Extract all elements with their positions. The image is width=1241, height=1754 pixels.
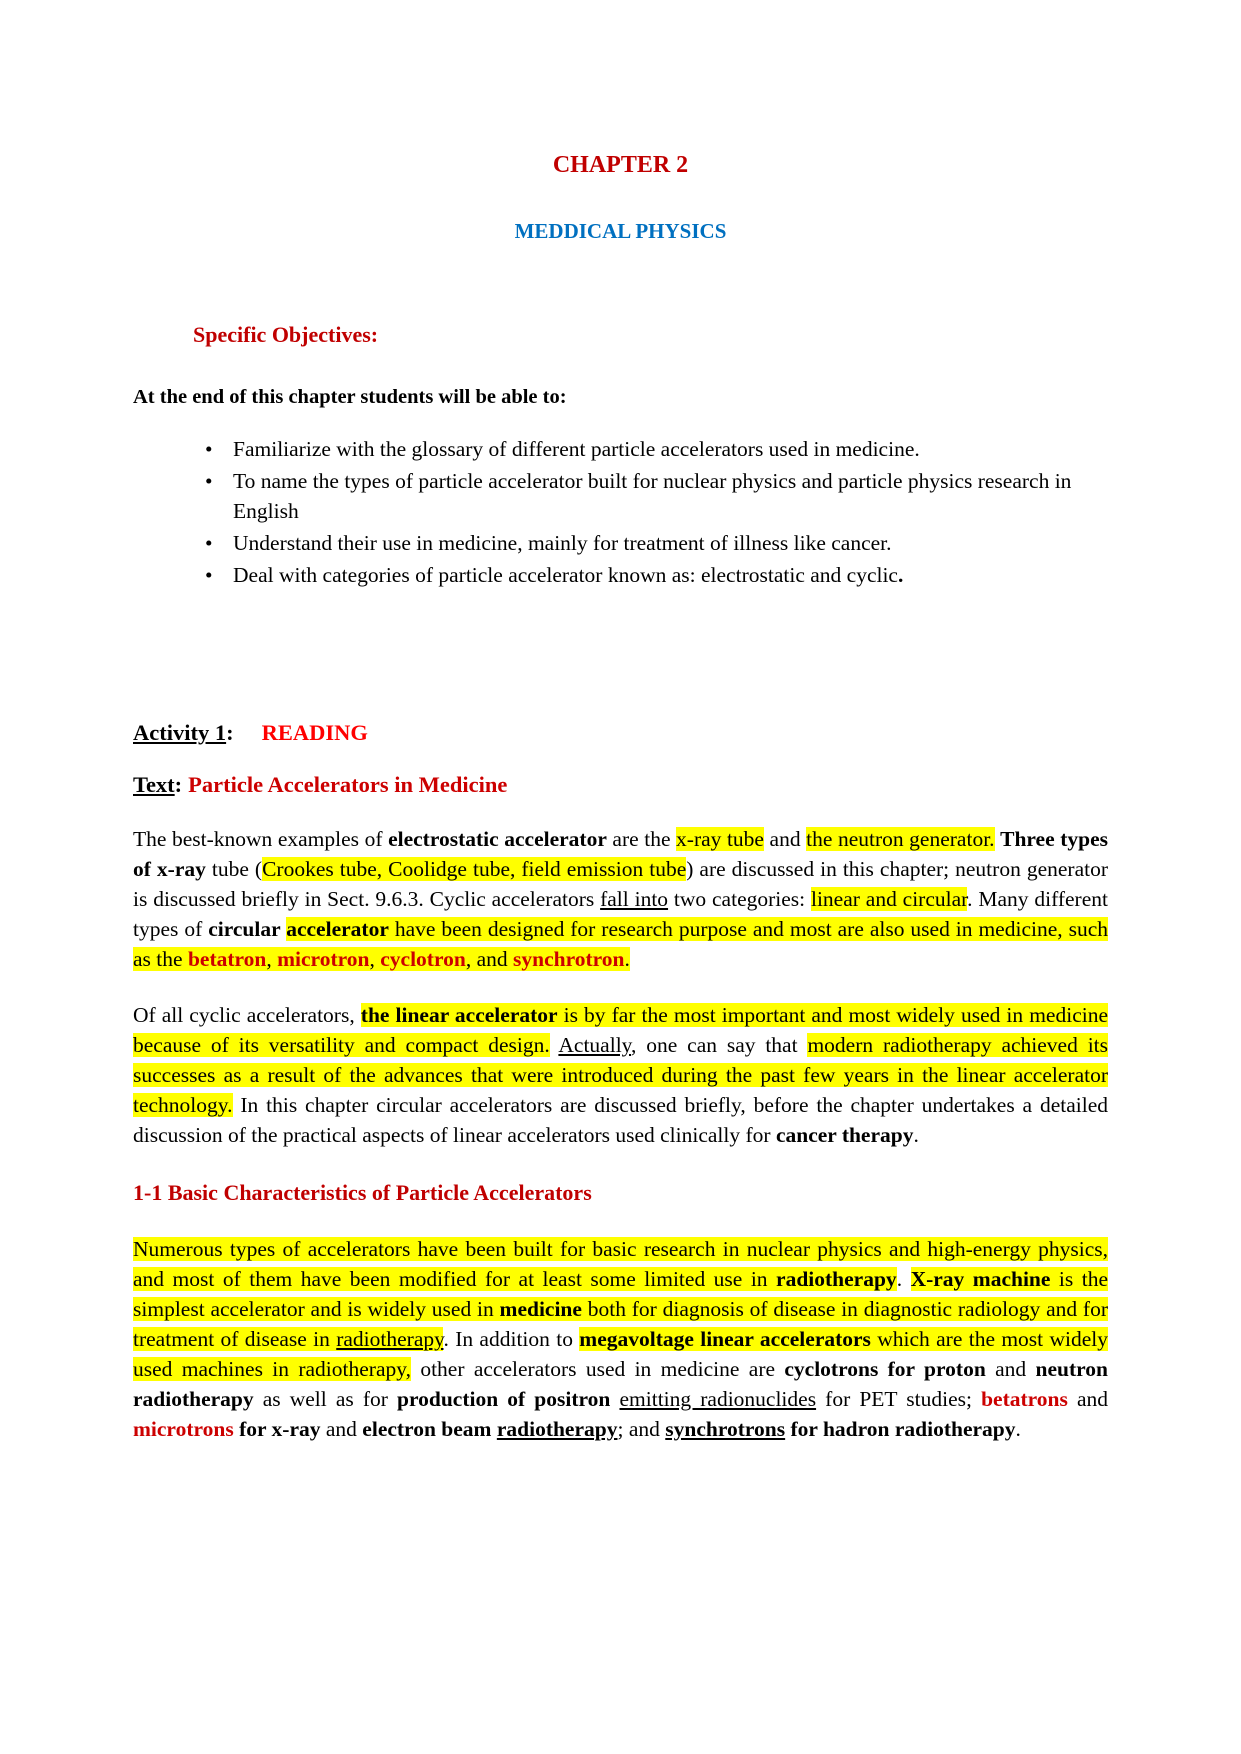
text-run: for PET studies; bbox=[816, 1387, 982, 1411]
text-run: Numerous types of accelerators have been built for basic research in nuclear physics and high-energy physics, and most of them have been modified for at least some limited use in bbox=[133, 1237, 1108, 1291]
text-run: accelerator bbox=[286, 917, 389, 941]
text-run: synchrotron bbox=[513, 947, 625, 971]
text-run: medicine bbox=[499, 1297, 582, 1321]
section-heading: 1-1 Basic Characteristics of Particle Accelerators bbox=[133, 1180, 592, 1205]
text-run: Crookes tube, Coolidge tube, field emission tube bbox=[262, 857, 687, 881]
objective-item bbox=[133, 528, 1108, 558]
text-run: electron beam bbox=[362, 1417, 492, 1441]
text-run: neutron radiotherapy bbox=[133, 1357, 1108, 1411]
text-run: . Many different types of bbox=[133, 887, 1108, 941]
objective-item bbox=[133, 466, 1108, 526]
text-run: x-ray tube bbox=[676, 827, 764, 851]
text-run: electrostatic accelerator bbox=[388, 827, 607, 851]
text-run: cyclotron bbox=[380, 947, 466, 971]
activity-heading bbox=[133, 718, 1108, 748]
text-run: synchrotrons bbox=[665, 1417, 786, 1441]
paragraph-linear-accelerator bbox=[133, 1000, 1108, 1150]
text-run: and bbox=[763, 827, 807, 851]
text-run: for x-ray bbox=[239, 1417, 321, 1441]
text-run: cyclotrons for proton bbox=[784, 1357, 986, 1381]
text-run: . bbox=[913, 1123, 919, 1147]
objectives-heading: Specific Objectives: bbox=[193, 322, 379, 347]
activity-colon: : bbox=[226, 720, 234, 745]
paragraph-electrostatic-accelerators bbox=[133, 824, 1108, 974]
text-run: To name the types of particle accelerator built for nuclear physics and particle physics research in English bbox=[233, 469, 1072, 523]
text-run: betatron bbox=[187, 947, 267, 971]
text-run: Understand their use in medicine, mainly for treatment of illness like cancer. bbox=[233, 531, 892, 555]
text-run: Three types of x-ray bbox=[133, 827, 1108, 881]
activity-label: Activity 1 bbox=[133, 720, 227, 745]
text-run: ) are discussed in this chapter; neutron generator is discussed briefly in Sect. 9.6.3. Cyclic accelerators bbox=[133, 857, 1108, 911]
text-colon: : bbox=[174, 772, 183, 797]
text-run: production of positron bbox=[397, 1387, 611, 1411]
objectives-list bbox=[133, 434, 1108, 590]
text-run: microtron bbox=[277, 947, 370, 971]
text-run: as well as for bbox=[253, 1387, 398, 1411]
text-run: . bbox=[624, 947, 630, 971]
text-run: is by far the most important and most widely used in medicine because of its versatility and compact design. bbox=[133, 1003, 1109, 1057]
text-run: . bbox=[897, 563, 904, 587]
activity-title: READING bbox=[261, 720, 368, 745]
document-subtitle: MEDDICAL PHYSICS bbox=[514, 219, 727, 243]
text-label: Text bbox=[133, 772, 175, 797]
text-run: radiotherapy bbox=[336, 1327, 444, 1351]
text-run: is the simplest accelerator and is widely used in bbox=[133, 1267, 1109, 1321]
objective-item bbox=[133, 560, 1108, 590]
paragraph-basic-characteristics bbox=[133, 1234, 1108, 1444]
text-run: , and bbox=[465, 947, 513, 971]
text-run: In this chapter circular accelerators are discussed briefly, before the chapter undertakes a detailed discussion of the practical aspects of linear accelerators used clinically for bbox=[133, 1093, 1108, 1147]
text-run: X-ray machine bbox=[910, 1267, 1051, 1291]
objectives-intro: At the end of this chapter students will be able to: bbox=[133, 386, 567, 408]
text-run: tube ( bbox=[205, 857, 263, 881]
text-run: are the bbox=[606, 827, 677, 851]
text-run: betatrons bbox=[981, 1387, 1068, 1411]
text-run: and bbox=[985, 1357, 1036, 1381]
text-run: circular bbox=[208, 917, 287, 941]
text-run: and bbox=[320, 1417, 363, 1441]
text-run: cancer therapy bbox=[775, 1123, 914, 1147]
text-run: microtrons bbox=[133, 1417, 234, 1441]
text-run: the linear accelerator bbox=[360, 1003, 558, 1027]
text-run: fall into bbox=[600, 887, 669, 911]
text-run: . bbox=[896, 1267, 911, 1291]
text-run: for hadron radiotherapy bbox=[785, 1417, 1016, 1441]
text-run: have been designed for research purpose and most are also used in medicine, such as the bbox=[133, 917, 1108, 971]
text-run: , bbox=[369, 947, 381, 971]
text-run: radiotherapy bbox=[776, 1267, 897, 1291]
text-run: The best-known examples of bbox=[133, 827, 389, 851]
text-run: emitting radionuclides bbox=[619, 1387, 817, 1411]
text-run: megavoltage linear accelerators bbox=[579, 1327, 871, 1351]
chapter-title: CHAPTER 2 bbox=[552, 152, 689, 178]
text-run: the neutron generator. bbox=[806, 827, 995, 851]
text-run: , bbox=[266, 947, 278, 971]
text-run: Familiarize with the glossary of different particle accelerators used in medicine. bbox=[233, 437, 920, 461]
text-run: Of all cyclic accelerators, bbox=[133, 1003, 361, 1027]
text-run: both for diagnosis of disease in diagnostic radiology and for treatment of disease in bbox=[133, 1297, 1108, 1351]
text-run: modern radiotherapy achieved its successes as a result of the advances that were introduced during the past few years in the linear accelerator technology. bbox=[133, 1033, 1109, 1117]
text-heading bbox=[133, 770, 1108, 800]
text-run: . bbox=[1015, 1417, 1021, 1441]
text-run: ; and bbox=[617, 1417, 666, 1441]
objective-item bbox=[133, 434, 1108, 464]
text-run: other accelerators used in medicine are bbox=[410, 1357, 785, 1381]
text-run: which are the most widely used machines in radiotherapy, bbox=[133, 1327, 1108, 1381]
text-run: Deal with categories of particle accelerator known as: electrostatic and cyclic bbox=[233, 563, 898, 587]
text-run: radiotherapy bbox=[496, 1417, 618, 1441]
text-run: Actually bbox=[558, 1033, 632, 1057]
text-title: Particle Accelerators in Medicine bbox=[188, 772, 508, 797]
text-run: linear and circular bbox=[810, 887, 968, 911]
text-run: two categories: bbox=[668, 887, 811, 911]
text-run: . In addition to bbox=[443, 1327, 580, 1351]
text-run: and bbox=[1067, 1387, 1109, 1411]
text-run: , one can say that bbox=[631, 1033, 808, 1057]
